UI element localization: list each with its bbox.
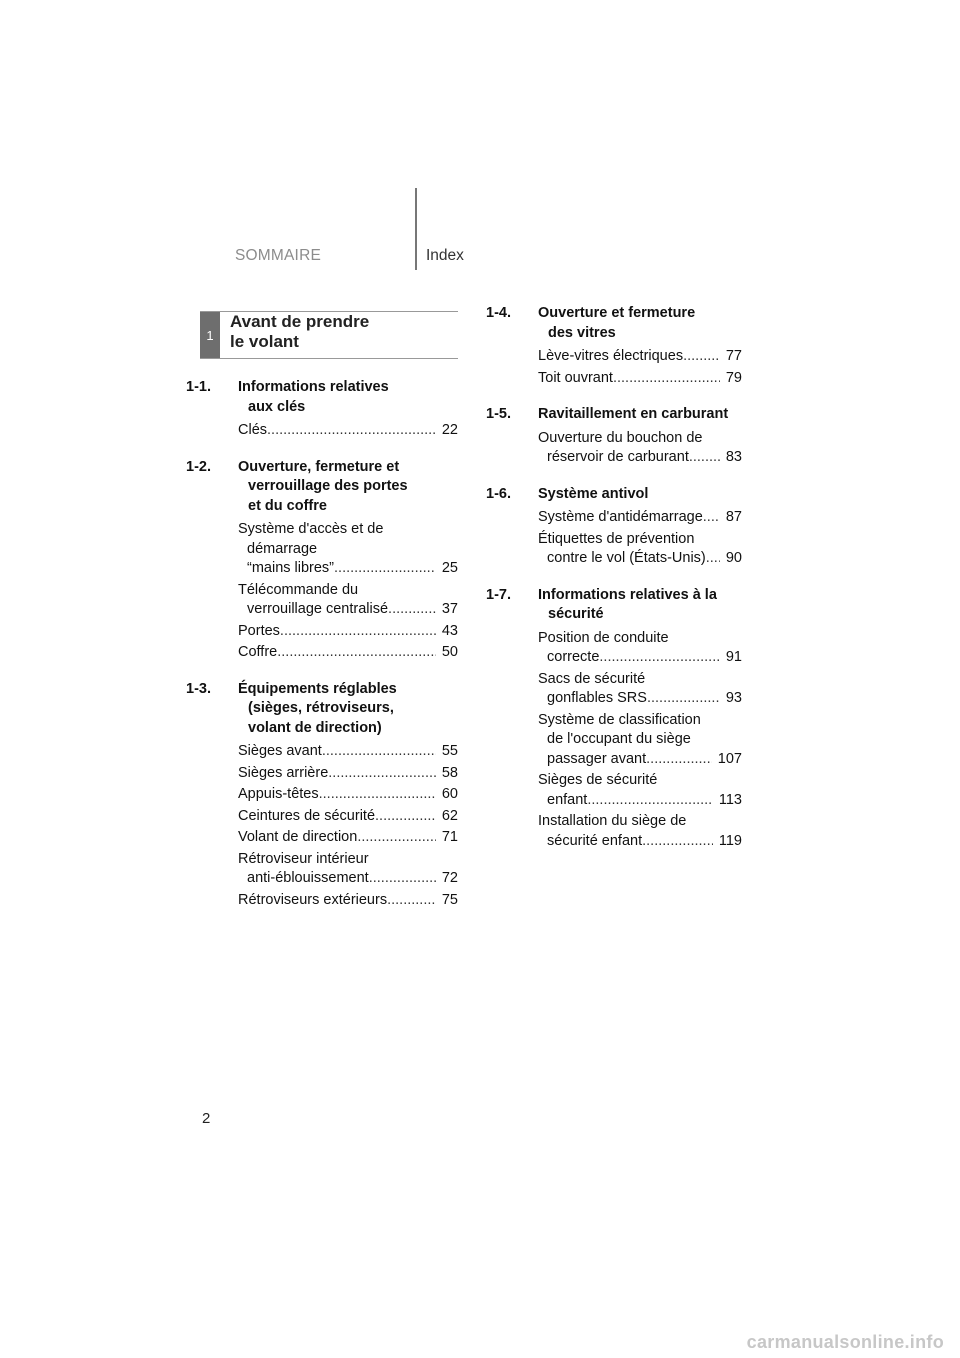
- toc-entry[interactable]: [538, 347, 742, 367]
- toc-section: [486, 304, 742, 388]
- entry-line: Installation du siège de: [538, 813, 687, 829]
- entry-page-number: 75: [441, 891, 458, 908]
- dot-leader: [322, 742, 436, 762]
- section-heading[interactable]: [486, 586, 742, 625]
- toc-entry[interactable]: [238, 643, 458, 663]
- entry-text: [538, 508, 742, 528]
- entry-line: Appuis-têtes: [238, 786, 319, 802]
- entry-page-number: 72: [441, 870, 458, 886]
- entry-page-number: 22: [441, 422, 458, 438]
- index-link[interactable]: Index: [426, 247, 464, 264]
- entry-text: [238, 622, 458, 642]
- entry-line: “mains libres”: [247, 560, 335, 576]
- entry-text: [238, 891, 458, 911]
- entry-text: [538, 670, 742, 709]
- dot-leader: [689, 448, 720, 468]
- entry-line: Ceintures de sécurité: [238, 807, 376, 824]
- toc-section: [486, 485, 742, 569]
- entry-text: [538, 812, 742, 851]
- toc-section: [186, 378, 458, 441]
- entry-line: sécurité enfant: [547, 832, 643, 849]
- chapter-header: [200, 311, 458, 359]
- section-number: 1-2.: [186, 458, 211, 475]
- entry-line: Rétroviseur intérieur: [238, 850, 369, 867]
- section-title: Système antivol: [538, 485, 649, 502]
- section-heading[interactable]: [486, 304, 742, 343]
- entry-text: [238, 643, 458, 663]
- dot-leader: [277, 643, 436, 663]
- entry-text: [238, 581, 458, 620]
- dot-leader: [267, 421, 436, 441]
- dot-leader: [642, 832, 713, 852]
- dot-leader: [647, 689, 720, 709]
- entry-text: [238, 828, 458, 848]
- entry-text: [238, 520, 458, 579]
- toc-entry[interactable]: [238, 828, 458, 848]
- chapter-tab: 1: [200, 312, 220, 358]
- toc-entry[interactable]: [238, 764, 458, 784]
- toc-entry[interactable]: [238, 520, 458, 579]
- entry-line: Système d'antidémarrage: [538, 509, 703, 525]
- section-heading[interactable]: [486, 485, 742, 505]
- entry-line: contre le vol (États-Unis): [547, 550, 706, 566]
- entry-page-number: 90: [725, 550, 742, 566]
- entry-line: démarrage: [247, 540, 318, 557]
- toc-entry[interactable]: [238, 421, 458, 441]
- dot-leader: [387, 891, 436, 911]
- entry-page-number: 77: [725, 348, 742, 364]
- entry-line: Toit ouvrant: [538, 369, 613, 386]
- entry-line: correcte: [547, 649, 600, 665]
- entry-text: [538, 530, 742, 569]
- entry-page-number: 87: [725, 509, 742, 525]
- entry-line: Volant de direction: [238, 829, 358, 845]
- dot-leader: [319, 785, 436, 805]
- toc-entry[interactable]: [538, 812, 742, 851]
- entry-text: [538, 629, 742, 668]
- toc-entry[interactable]: [238, 622, 458, 642]
- toc-entry[interactable]: [238, 742, 458, 762]
- section-number: 1-5.: [486, 406, 511, 422]
- section-title: Équipements réglables (sièges, rétroviseurs, volant de direction): [238, 680, 397, 736]
- entry-line: Clés: [238, 422, 268, 438]
- dot-leader: [280, 622, 436, 642]
- entry-text: [538, 771, 742, 810]
- entry-text: [238, 785, 458, 805]
- entry-line: Position de conduite: [538, 629, 669, 646]
- entry-line: Rétroviseurs extérieurs: [238, 891, 388, 908]
- section-number: 1-6.: [486, 485, 511, 502]
- dot-leader: [587, 791, 713, 811]
- entry-page-number: 107: [717, 750, 742, 767]
- toc-entry[interactable]: [538, 429, 742, 468]
- entry-line: de l'occupant du siège: [547, 731, 691, 747]
- toc-entry[interactable]: [238, 581, 458, 620]
- section-title: Ravitaillement en carburant: [538, 406, 729, 422]
- section-title: Informations relatives aux clés: [238, 379, 389, 415]
- dot-leader: [703, 508, 720, 528]
- toc-entry[interactable]: [538, 771, 742, 810]
- sommaire-link[interactable]: SOMMAIRE: [235, 247, 321, 264]
- entry-line: Système d'accès et de: [238, 521, 384, 537]
- section-title: Ouverture, fermeture et verrouillage des portes et du coffre: [238, 458, 408, 514]
- entry-line: réservoir de carburant: [547, 449, 689, 465]
- section-number: 1-3.: [186, 680, 211, 697]
- nav-divider: [415, 188, 417, 270]
- dot-leader: [357, 828, 436, 848]
- dot-leader: [706, 549, 720, 569]
- entry-page-number: 71: [441, 829, 458, 845]
- toc-entry[interactable]: [538, 711, 742, 770]
- toc-entry[interactable]: [538, 508, 742, 528]
- toc-entry[interactable]: [238, 891, 458, 911]
- dot-leader: [369, 869, 436, 889]
- toc-entry[interactable]: [238, 850, 458, 889]
- entry-line: anti-éblouissement: [247, 870, 369, 886]
- entry-text: [538, 429, 742, 468]
- chapter-title: Avant de prendre le volant: [230, 312, 370, 351]
- toc-entry[interactable]: [538, 670, 742, 709]
- entry-line: Sièges avant: [238, 743, 322, 759]
- entry-page-number: 79: [725, 369, 742, 386]
- entry-line: Étiquettes de prévention: [538, 530, 695, 547]
- section-title: Ouverture et fermeture des vitres: [538, 305, 696, 341]
- entry-page-number: 91: [725, 649, 742, 665]
- entry-line: Sièges de sécurité: [538, 772, 658, 788]
- entry-line: passager avant: [547, 750, 647, 767]
- section-heading[interactable]: [186, 458, 458, 517]
- toc-section: [186, 458, 458, 663]
- entry-page-number: 113: [718, 791, 742, 808]
- entry-page-number: 50: [441, 644, 458, 660]
- dot-leader: [683, 347, 720, 367]
- entry-text: [238, 764, 458, 784]
- toc-entry[interactable]: [238, 785, 458, 805]
- dot-leader: [334, 559, 436, 579]
- entry-line: verrouillage centralisé: [247, 601, 389, 617]
- entry-page-number: 43: [441, 622, 458, 639]
- toc-section: [486, 586, 742, 852]
- entry-line: Lève-vitres électriques: [538, 348, 684, 364]
- dot-leader: [613, 369, 720, 389]
- page-number: 2: [202, 1110, 211, 1127]
- entry-page-number: 25: [441, 560, 458, 576]
- entry-page-number: 62: [441, 807, 458, 824]
- entry-line: enfant: [547, 791, 588, 808]
- dot-leader: [646, 750, 712, 770]
- dot-leader: [375, 807, 436, 827]
- entry-page-number: 93: [725, 690, 742, 706]
- entry-page-number: 55: [441, 743, 458, 759]
- entry-text: [238, 742, 458, 762]
- section-number: 1-1.: [186, 379, 211, 395]
- section-number: 1-7.: [486, 586, 511, 603]
- entry-line: Portes: [238, 622, 280, 639]
- entry-line: Télécommande du: [238, 581, 359, 598]
- toc-section: [486, 405, 742, 468]
- entry-page-number: 37: [441, 601, 458, 617]
- toc-entry[interactable]: [538, 369, 742, 389]
- toc-left-column: [186, 378, 458, 927]
- toc-right-column: [486, 304, 742, 868]
- entry-text: [238, 421, 458, 441]
- entry-line: Sacs de sécurité: [538, 670, 646, 687]
- entry-text: [538, 347, 742, 367]
- entry-page-number: 119: [718, 832, 742, 849]
- entry-page-number: 60: [441, 786, 458, 802]
- watermark: carmanualsonline.info: [746, 1332, 944, 1352]
- section-heading[interactable]: [186, 378, 458, 417]
- toc-entry[interactable]: [538, 629, 742, 668]
- entry-line: Coffre: [238, 644, 278, 660]
- entry-text: [238, 807, 458, 827]
- entry-text: [538, 369, 742, 389]
- dot-leader: [599, 648, 719, 668]
- entry-text: [538, 711, 742, 770]
- entry-page-number: 58: [441, 764, 458, 781]
- toc-entry[interactable]: [238, 807, 458, 827]
- dot-leader: [388, 600, 436, 620]
- entry-page-number: 83: [725, 449, 742, 465]
- toc-section: [186, 680, 458, 911]
- section-title: Informations relatives à la sécurité: [538, 586, 717, 622]
- entry-line: Sièges arrière: [238, 764, 329, 781]
- section-number: 1-4.: [486, 305, 511, 321]
- entry-line: gonflables SRS: [547, 690, 647, 706]
- entry-text: [238, 850, 458, 889]
- toc-entry[interactable]: [538, 530, 742, 569]
- entry-line: Système de classification: [538, 711, 701, 728]
- dot-leader: [328, 764, 436, 784]
- section-heading[interactable]: [486, 405, 742, 425]
- section-heading[interactable]: [186, 680, 458, 739]
- entry-line: Ouverture du bouchon de: [538, 429, 703, 446]
